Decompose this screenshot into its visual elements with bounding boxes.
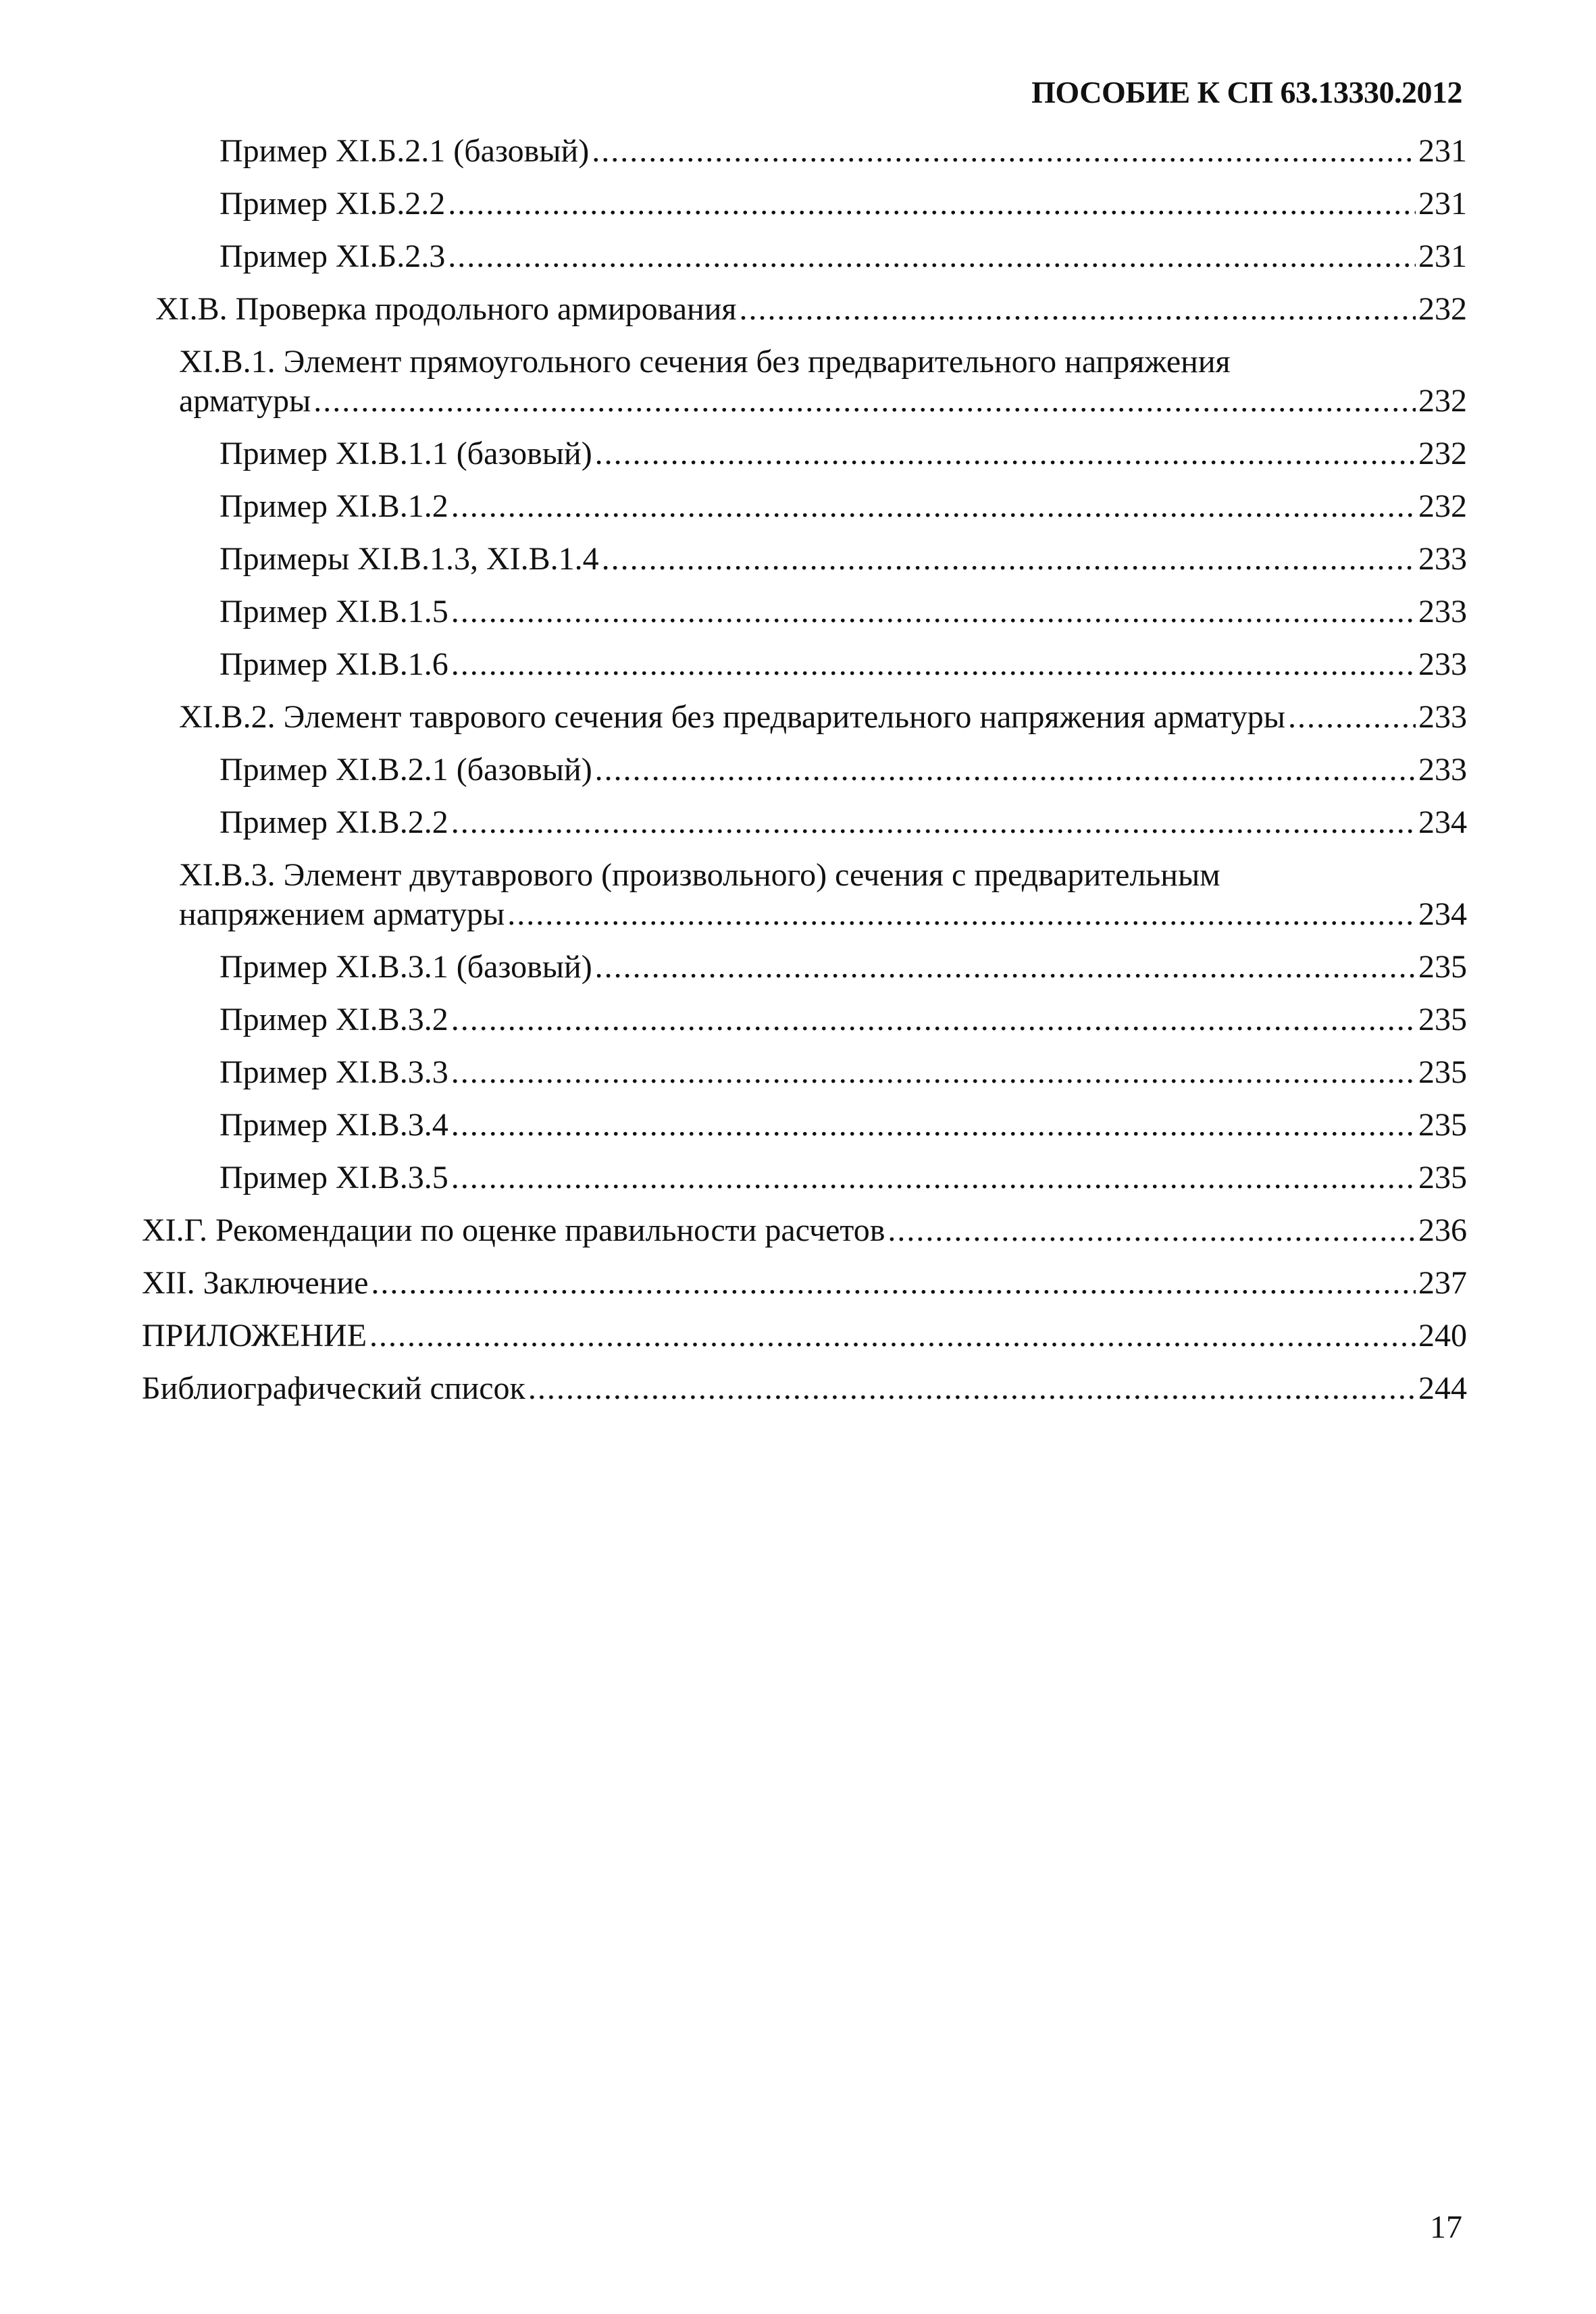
toc-entry-title: напряжением арматуры (179, 896, 505, 932)
toc-entry-title-line: XI.В.3. Элемент двутаврового (произвольного) сечения с предварительным (179, 857, 1220, 893)
toc-entry-page: 231 (1418, 133, 1467, 169)
toc-entry-title: Пример XI.В.1.5 (220, 594, 448, 629)
dot-leader (1288, 698, 1416, 737)
toc-entry-title: XI.Г. Рекомендации по оценке правильности расчетов (142, 1212, 885, 1248)
toc-entry-title: Пример XI.В.3.3 (220, 1054, 448, 1090)
dot-leader (887, 1211, 1416, 1250)
dot-leader (739, 290, 1416, 329)
toc-entry-title: Пример XI.В.3.1 (базовый) (220, 949, 592, 985)
dot-leader (451, 803, 1416, 842)
toc-entry[interactable] (142, 1158, 1466, 1198)
toc-entry-page: 232 (1418, 436, 1467, 471)
toc-entry-page: 234 (1418, 896, 1467, 932)
toc-entry-title: ПРИЛОЖЕНИЕ (142, 1318, 367, 1354)
toc-entry-page: 236 (1418, 1212, 1467, 1248)
toc-entry[interactable] (142, 342, 1466, 421)
toc-entry-title-line: XI.В.1. Элемент прямоугольного сечения без предварительного напряжения (179, 344, 1231, 380)
toc-entry-page: 235 (1418, 1107, 1467, 1143)
toc-entry[interactable] (142, 1053, 1466, 1092)
toc-entry[interactable] (142, 645, 1466, 684)
toc-entry-page: 232 (1418, 488, 1467, 524)
toc-entry[interactable] (142, 132, 1466, 171)
dot-leader (595, 750, 1416, 790)
dot-leader (313, 382, 1416, 421)
toc-entry-page: 233 (1418, 699, 1467, 735)
toc-entry-title: XII. Заключение (142, 1265, 369, 1301)
toc-entry-title: Пример XI.В.3.2 (220, 1002, 448, 1037)
dot-leader (595, 434, 1416, 473)
table-of-contents (142, 132, 1466, 1422)
toc-entry-title: XI.В. Проверка продольного армирования (155, 291, 737, 327)
page-number: 17 (1430, 2209, 1462, 2245)
toc-entry[interactable] (142, 1316, 1466, 1356)
dot-leader (371, 1264, 1416, 1303)
toc-entry-title: Пример XI.В.3.4 (220, 1107, 448, 1143)
toc-entry[interactable] (142, 803, 1466, 842)
toc-entry-title: Библиографический список (142, 1370, 525, 1406)
dot-leader (451, 1158, 1416, 1198)
dot-leader (451, 1106, 1416, 1145)
toc-entry-page: 233 (1418, 541, 1467, 577)
dot-leader (448, 237, 1416, 276)
dot-leader (602, 540, 1416, 579)
toc-entry[interactable] (142, 1264, 1466, 1303)
toc-entry[interactable] (142, 592, 1466, 632)
dot-leader (451, 1053, 1416, 1092)
toc-entry[interactable] (142, 1211, 1466, 1250)
toc-entry[interactable] (142, 290, 1466, 329)
toc-entry-title: арматуры (179, 383, 311, 419)
toc-entry[interactable] (142, 487, 1466, 526)
toc-entry-page: 234 (1418, 804, 1467, 840)
toc-entry-page: 235 (1418, 1002, 1467, 1037)
toc-entry-page: 240 (1418, 1318, 1467, 1354)
toc-entry-title: Пример XI.В.1.6 (220, 646, 448, 682)
dot-leader (528, 1369, 1416, 1408)
toc-entry[interactable] (142, 948, 1466, 987)
toc-entry-title: Пример XI.В.2.1 (базовый) (220, 752, 592, 788)
toc-entry[interactable] (142, 856, 1466, 934)
toc-entry[interactable] (142, 1369, 1466, 1408)
toc-entry-page: 231 (1418, 238, 1467, 274)
toc-entry-page: 235 (1418, 1160, 1467, 1195)
toc-entry[interactable] (142, 698, 1466, 737)
toc-entry[interactable] (142, 184, 1466, 224)
toc-entry-title: Пример XI.Б.2.2 (220, 186, 446, 222)
toc-entry[interactable] (142, 540, 1466, 579)
toc-entry-page: 244 (1418, 1370, 1467, 1406)
dot-leader (448, 184, 1416, 224)
dot-leader (595, 948, 1416, 987)
dot-leader (451, 487, 1416, 526)
toc-entry-title: Примеры XI.В.1.3, XI.В.1.4 (220, 541, 599, 577)
toc-entry-page: 235 (1418, 949, 1467, 985)
toc-entry-title: Пример XI.В.1.1 (базовый) (220, 436, 592, 471)
toc-entry[interactable] (142, 237, 1466, 276)
toc-entry-title: Пример XI.В.2.2 (220, 804, 448, 840)
toc-entry-title: Пример XI.Б.2.3 (220, 238, 446, 274)
toc-entry-page: 233 (1418, 594, 1467, 629)
toc-entry-title: Пример XI.Б.2.1 (базовый) (220, 133, 590, 169)
dot-leader (451, 1000, 1416, 1039)
toc-entry-page: 231 (1418, 186, 1467, 222)
toc-entry-title: Пример XI.В.1.2 (220, 488, 448, 524)
toc-entry[interactable] (142, 1000, 1466, 1039)
dot-leader (592, 132, 1416, 171)
toc-entry-page: 235 (1418, 1054, 1467, 1090)
toc-entry-page: 233 (1418, 646, 1467, 682)
running-header: ПОСОБИЕ К СП 63.13330.2012 (1031, 75, 1462, 109)
dot-leader (507, 895, 1416, 934)
dot-leader (451, 592, 1416, 632)
toc-entry[interactable] (142, 750, 1466, 790)
toc-entry-page: 233 (1418, 752, 1467, 788)
dot-leader (451, 645, 1416, 684)
toc-entry[interactable] (142, 1106, 1466, 1145)
toc-entry-page: 232 (1418, 383, 1467, 419)
toc-entry-title: XI.В.2. Элемент таврового сечения без предварительного напряжения арматуры (179, 699, 1286, 735)
toc-entry[interactable] (142, 434, 1466, 473)
toc-entry-title: Пример XI.В.3.5 (220, 1160, 448, 1195)
toc-entry-page: 237 (1418, 1265, 1467, 1301)
dot-leader (369, 1316, 1416, 1356)
toc-entry-page: 232 (1418, 291, 1467, 327)
